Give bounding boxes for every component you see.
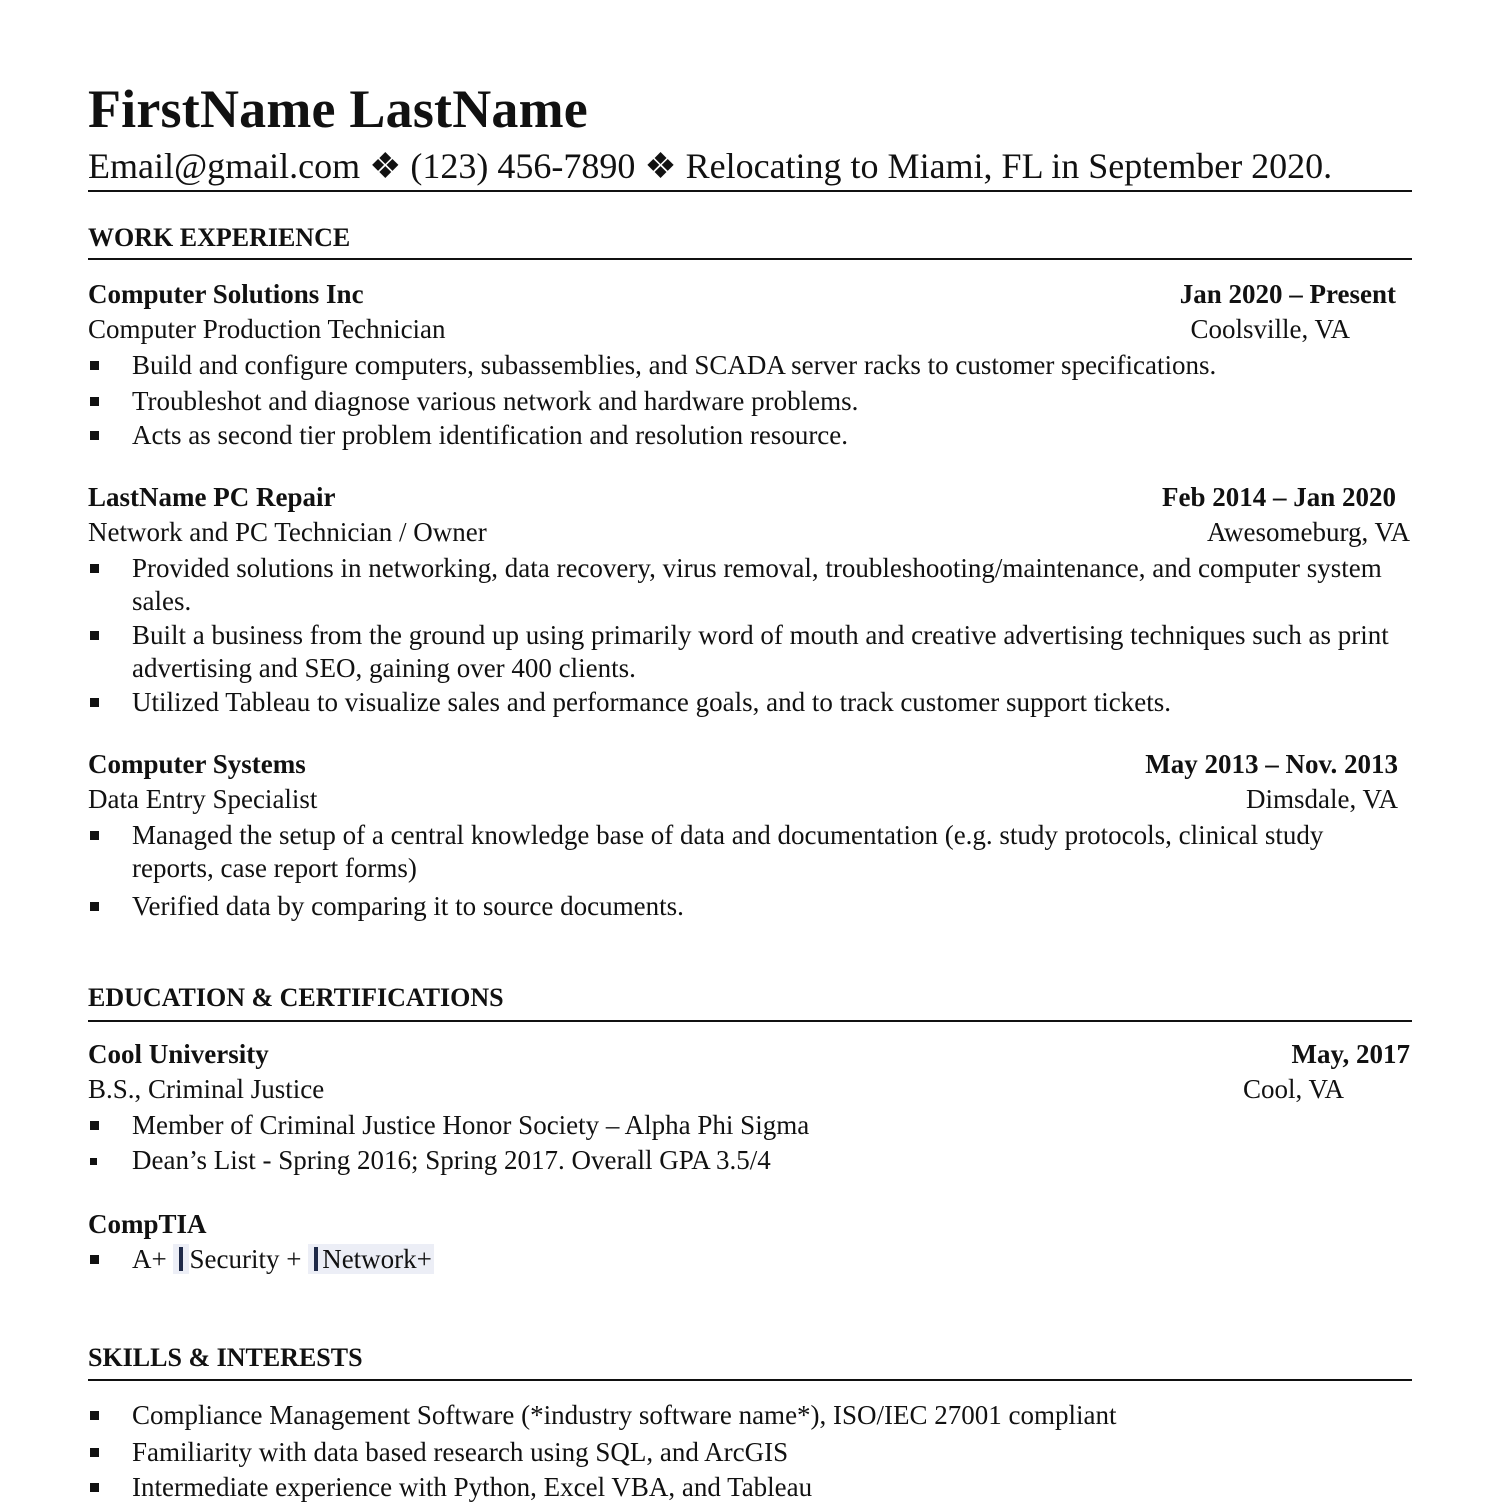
cert-org: CompTIA bbox=[88, 1209, 207, 1239]
list-item: Troubleshot and diagnose various network and hardware problems. bbox=[88, 385, 1408, 418]
section-title-skills: SKILLS & INTERESTS bbox=[88, 1343, 363, 1372]
list-item: Compliance Management Software (*industry software name*), ISO/IEC 27001 compliant bbox=[88, 1399, 1408, 1432]
bullet-icon bbox=[90, 1255, 99, 1264]
degree: B.S., Criminal Justice bbox=[88, 1074, 325, 1104]
bullet-icon bbox=[90, 1448, 99, 1457]
job-location: Awesomeburg, VA bbox=[1206, 517, 1410, 547]
bullet-icon bbox=[90, 1158, 97, 1165]
cert-list-item bbox=[88, 1243, 1408, 1276]
cert-network: Network+ bbox=[322, 1244, 432, 1274]
list-item: Build and configure computers, subassemblies, and SCADA server racks to customer specifications. bbox=[88, 349, 1408, 382]
job-dates: Jan 2020 – Present bbox=[1179, 279, 1396, 309]
list-item: Utilized Tableau to visualize sales and performance goals, and to track customer support tickets. bbox=[88, 686, 1408, 719]
list-item: Verified data by comparing it to source documents. bbox=[88, 890, 1408, 923]
bullet-icon bbox=[90, 564, 99, 573]
section-title-work: WORK EXPERIENCE bbox=[88, 223, 351, 252]
cert-security: Security + bbox=[189, 1244, 302, 1274]
resume-name: FirstName LastName bbox=[88, 79, 588, 139]
list-item: Managed the setup of a central knowledge base of data and documentation (e.g. study protocols, clinical study reports, case report forms) bbox=[88, 819, 1408, 885]
job-location: Coolsville, VA bbox=[1190, 314, 1350, 344]
list-item: Familiarity with data based research using SQL, and ArcGIS bbox=[88, 1436, 1408, 1469]
bullet-icon bbox=[90, 698, 99, 707]
graduation-date: May, 2017 bbox=[1291, 1039, 1410, 1069]
list-item: Provided solutions in networking, data recovery, virus removal, troubleshooting/maintenance, and computer system sales. bbox=[88, 552, 1408, 618]
school-name: Cool University bbox=[88, 1039, 269, 1069]
school-location: Cool, VA bbox=[1242, 1074, 1344, 1104]
education-divider bbox=[88, 1020, 1412, 1022]
work-divider bbox=[88, 258, 1412, 260]
section-title-education: EDUCATION & CERTIFICATIONS bbox=[88, 983, 504, 1012]
cert-a-plus: A+ bbox=[132, 1244, 167, 1274]
job-org: Computer Solutions Inc bbox=[88, 279, 364, 309]
bullet-icon bbox=[90, 397, 99, 406]
bullet-icon bbox=[90, 361, 99, 370]
bullet-icon bbox=[90, 1483, 99, 1492]
job-org: Computer Systems bbox=[88, 749, 306, 779]
list-item: Member of Criminal Justice Honor Society – Alpha Phi Sigma bbox=[88, 1109, 1408, 1142]
job-org: LastName PC Repair bbox=[88, 482, 336, 512]
bullet-icon bbox=[90, 1121, 99, 1130]
skills-divider bbox=[88, 1379, 1412, 1381]
pipe-icon bbox=[179, 1247, 183, 1271]
pipe-icon bbox=[314, 1247, 318, 1271]
contact-line: Email@gmail.com ❖ (123) 456-7890 ❖ Relocating to Miami, FL in September 2020. bbox=[88, 146, 1333, 186]
job-dates: May 2013 – Nov. 2013 bbox=[1145, 749, 1398, 779]
list-item: Acts as second tier problem identification and resolution resource. bbox=[88, 419, 1408, 452]
bullet-icon bbox=[90, 631, 99, 640]
list-item: Built a business from the ground up using primarily word of mouth and creative advertising techniques such as print advertising and SEO, gaining over 400 clients. bbox=[88, 619, 1408, 685]
list-item: Intermediate experience with Python, Excel VBA, and Tableau bbox=[88, 1471, 1408, 1504]
job-role: Network and PC Technician / Owner bbox=[88, 517, 487, 547]
bullet-icon bbox=[90, 831, 99, 840]
job-location: Dimsdale, VA bbox=[1245, 784, 1398, 814]
header-divider bbox=[88, 190, 1412, 192]
list-item: Dean’s List - Spring 2016; Spring 2017. Overall GPA 3.5/4 bbox=[88, 1144, 1408, 1177]
cert-network-wrap bbox=[308, 1244, 434, 1274]
bullet-icon bbox=[90, 902, 99, 911]
bullet-icon bbox=[90, 1411, 99, 1420]
cert-separator bbox=[173, 1244, 189, 1274]
bullet-icon bbox=[90, 431, 99, 440]
job-role: Computer Production Technician bbox=[88, 314, 446, 344]
job-dates: Feb 2014 – Jan 2020 bbox=[1161, 482, 1396, 512]
job-role: Data Entry Specialist bbox=[88, 784, 318, 814]
